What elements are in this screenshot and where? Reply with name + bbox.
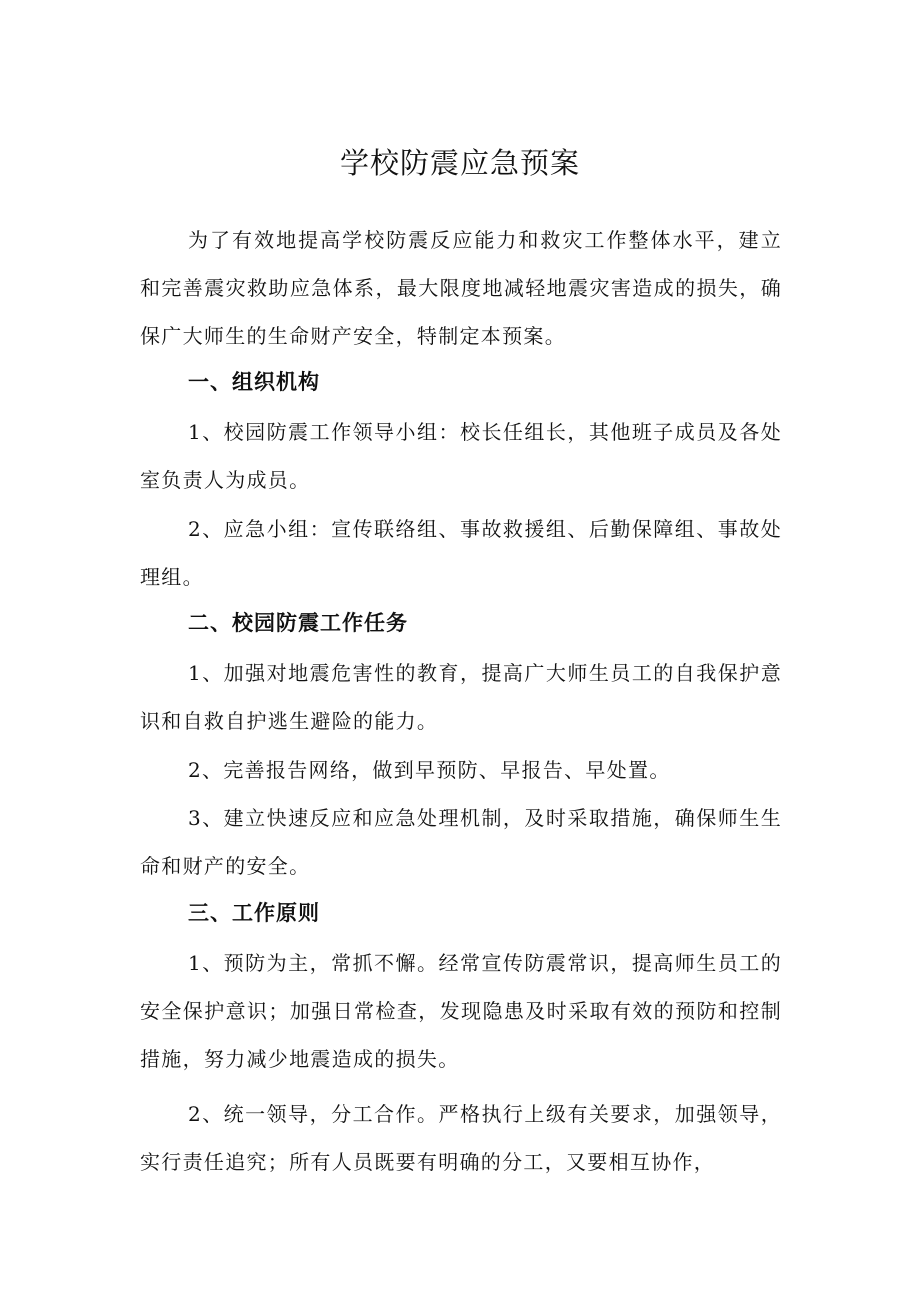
paragraph-organization-1: 1、校园防震工作领导小组：校长任组长，其他班子成员及各处室负责人为成员。 — [140, 420, 782, 492]
paragraph-tasks-3: 3、建立快速反应和应急处理机制，及时采取措施，确保师生生命和财产的安全。 — [140, 806, 782, 878]
intro-paragraph: 为了有效地提高学校防震反应能力和救灾工作整体水平，建立和完善震灾救助应急体系，最大限度地减轻地震灾害造成的损失，确保广大师生的生命财产安全，特制定本预案。 — [140, 228, 782, 348]
section-heading-principles: 三、工作原则 — [188, 901, 320, 925]
section-heading-tasks: 二、校园防震工作任务 — [188, 611, 408, 635]
paragraph-principles-2: 2、统一领导，分工合作。严格执行上级有关要求，加强领导，实行责任追究；所有人员既要有明确的分工，又要相互协作， — [140, 1102, 782, 1174]
paragraph-principles-1: 1、预防为主，常抓不懈。经常宣传防震常识，提高师生员工的安全保护意识；加强日常检查，发现隐患及时采取有效的预防和控制措施，努力减少地震造成的损失。 — [140, 951, 782, 1071]
section-heading-organization: 一、组织机构 — [188, 370, 320, 394]
document-title: 学校防震应急预案 — [339, 146, 580, 180]
paragraph-organization-2: 2、应急小组：宣传联络组、事故救援组、后勤保障组、事故处理组。 — [140, 517, 782, 589]
paragraph-tasks-1: 1、加强对地震危害性的教育，提高广大师生员工的自我保护意识和自救自护逃生避险的能力。 — [140, 661, 782, 733]
paragraph-tasks-2: 2、完善报告网络，做到早预防、早报告、早处置。 — [188, 758, 671, 782]
